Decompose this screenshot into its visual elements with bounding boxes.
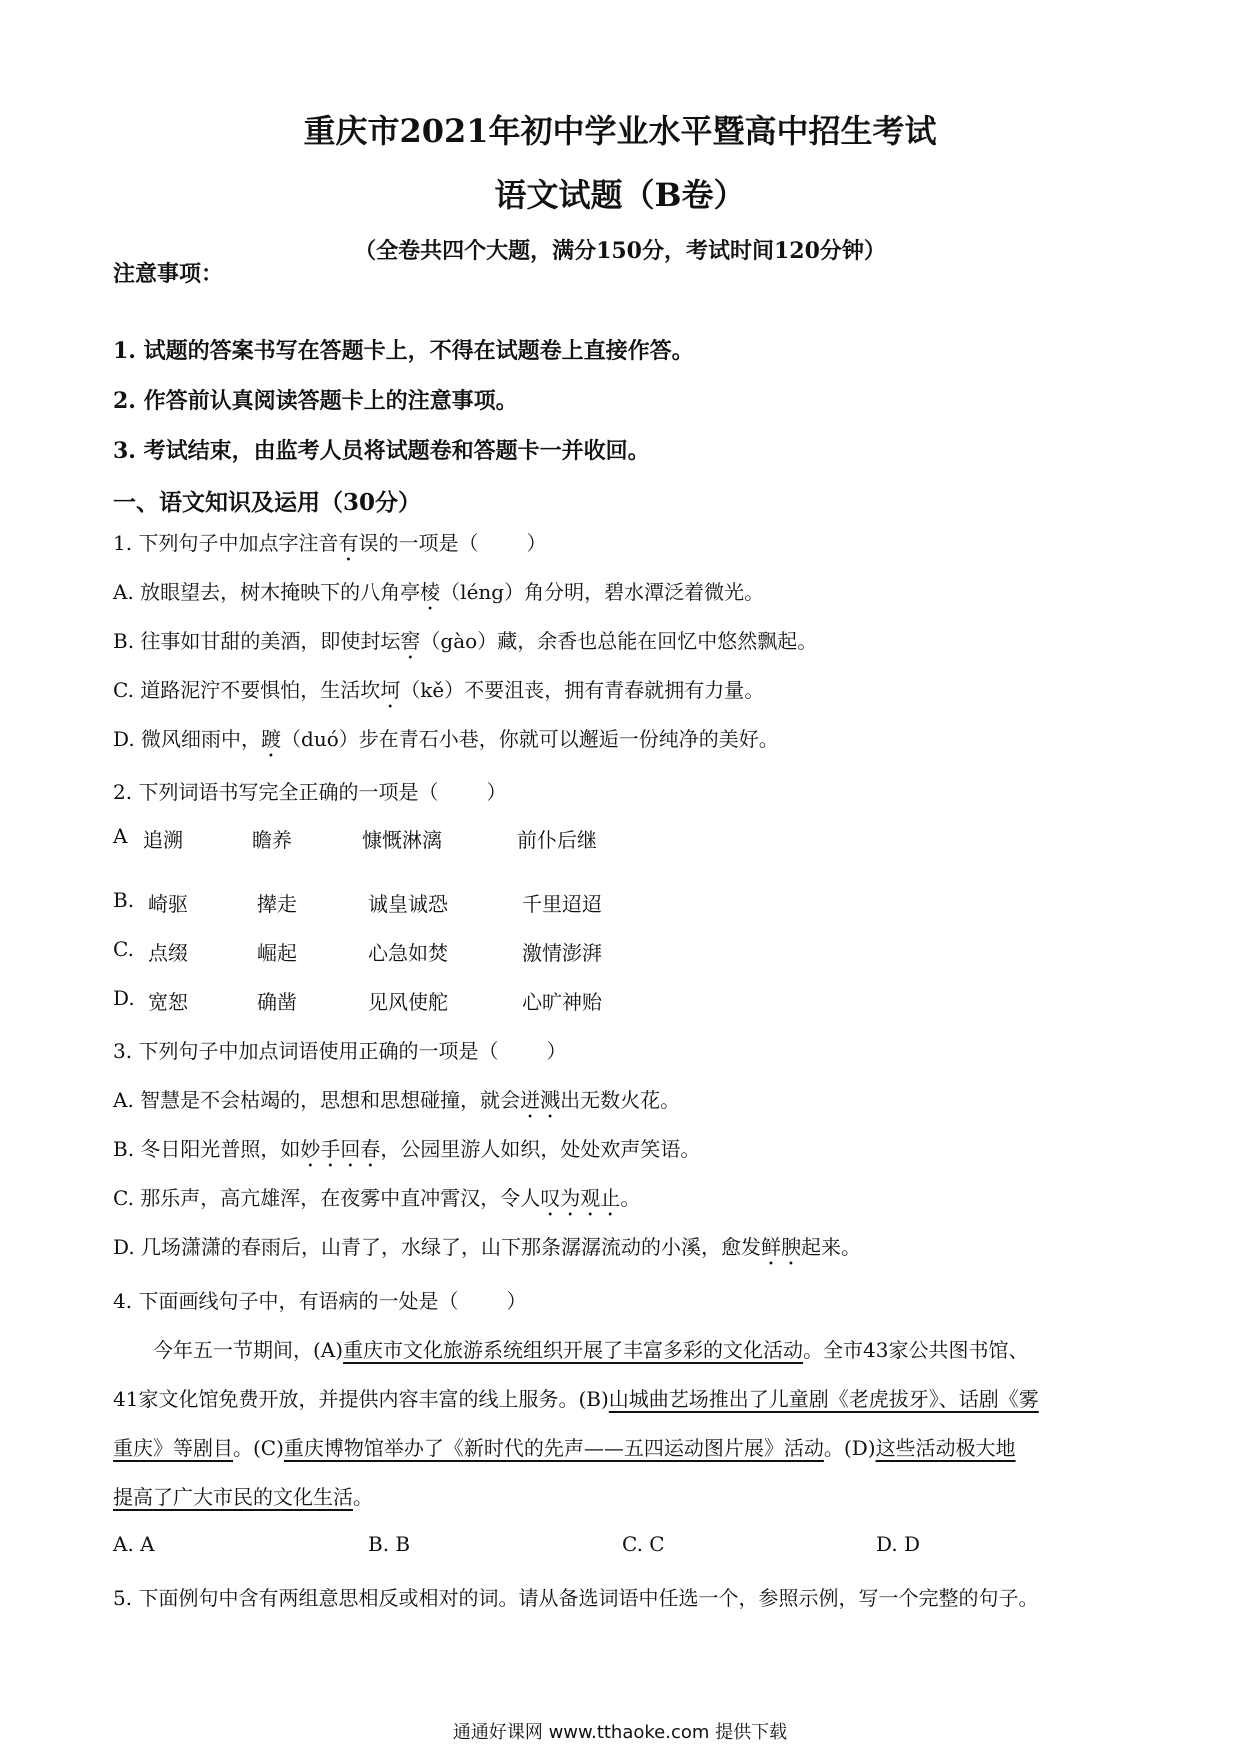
word: 见风使舵 bbox=[368, 990, 448, 1014]
question-1-stem: 1. 下列句子中加点字注音有误的一项是（ ） bbox=[113, 531, 547, 555]
question-4-option-a: A. A bbox=[113, 1532, 155, 1556]
question-4-passage-line-4: 提高了广大市民的文化生活。 bbox=[113, 1485, 373, 1509]
page-footer: 通通好课网 www.tthaoke.com 提供下载 bbox=[452, 1722, 788, 1743]
word: 激情澎湃 bbox=[522, 941, 602, 965]
question-2-option-a-label: A bbox=[113, 824, 128, 848]
word: 诚皇诚恐 bbox=[368, 892, 448, 916]
question-1-option-d: D. 微风细雨中，踱（duó）步在青石小巷，你就可以邂逅一份纯净的美好。 bbox=[113, 727, 779, 751]
question-1-option-a: A. 放眼望去，树木掩映下的八角亭棱（léng）角分明，碧水潭泛着微光。 bbox=[113, 580, 765, 604]
question-2-option-c-label: C. bbox=[113, 937, 134, 961]
question-1-option-b: B. 往事如甘甜的美酒，即使封坛窖（gào）藏，余香也总能在回忆中悠然飘起。 bbox=[113, 629, 818, 653]
question-5-stem: 5. 下面例句中含有两组意思相反或相对的词。请从备选词语中任选一个，参照示例，写一个完整的句子。 bbox=[113, 1586, 1039, 1610]
question-2-option-b-label: B. bbox=[113, 888, 135, 912]
exam-subtitle: 语文试题（B卷） bbox=[494, 176, 746, 214]
word: 崎驱 bbox=[148, 892, 188, 916]
note-item-3: 3. 考试结束，由监考人员将试题卷和答题卡一并收回。 bbox=[113, 438, 650, 464]
exam-title: 重庆市2021年初中学业水平暨高中招生考试 bbox=[303, 112, 937, 150]
note-item-1: 1. 试题的答案书写在答题卡上，不得在试题卷上直接作答。 bbox=[113, 338, 694, 364]
word: 心旷神贻 bbox=[522, 990, 602, 1014]
word: 心急如焚 bbox=[368, 941, 448, 965]
question-4-option-b: B. B bbox=[368, 1532, 411, 1556]
word: 确凿 bbox=[257, 990, 297, 1014]
question-3-option-b: B. 冬日阳光普照，如妙手回春，公园里游人如织，处处欢声笑语。 bbox=[113, 1137, 701, 1161]
word: 千里迢迢 bbox=[522, 892, 602, 916]
word: 宽恕 bbox=[148, 990, 188, 1014]
question-4-option-c: C. C bbox=[622, 1532, 665, 1556]
question-2-stem: 2. 下列词语书写完全正确的一项是（ ） bbox=[113, 780, 507, 804]
word: 撵走 bbox=[257, 892, 297, 916]
question-4-passage-line-1: 今年五一节期间，(A)重庆市文化旅游系统组织开展了丰富多彩的文化活动。全市43家公共图书馆、 bbox=[153, 1338, 1029, 1362]
note-item-2: 2. 作答前认真阅读答题卡上的注意事项。 bbox=[113, 388, 518, 414]
exam-info: （全卷共四个大题，满分150分，考试时间120分钟） bbox=[354, 238, 886, 264]
dotted-char: 有 bbox=[338, 531, 359, 555]
question-3-option-d: D. 几场潇潇的春雨后，山青了，水绿了，山下那条潺潺流动的小溪，愈发鲜腴起来。 bbox=[113, 1235, 862, 1259]
question-4-option-d: D. D bbox=[876, 1532, 921, 1556]
question-3-option-a: A. 智慧是不会枯竭的，思想和思想碰撞，就会迸溅出无数火花。 bbox=[113, 1088, 681, 1112]
word: 点缀 bbox=[148, 941, 188, 965]
section-heading-1: 一、语文知识及运用（30分） bbox=[113, 489, 422, 516]
question-2-option-d-label: D. bbox=[113, 986, 135, 1010]
word: 慷慨淋漓 bbox=[362, 828, 442, 852]
question-1-option-c: C. 道路泥泞不要惧怕，生活坎坷（kě）不要沮丧，拥有青春就拥有力量。 bbox=[113, 678, 765, 702]
word: 崛起 bbox=[257, 941, 297, 965]
question-3-stem: 3. 下列句子中加点词语使用正确的一项是（ ） bbox=[113, 1039, 567, 1063]
question-3-option-c: C. 那乐声，高亢雄浑，在夜雾中直冲霄汉，令人叹为观止。 bbox=[113, 1186, 641, 1210]
word: 追溯 bbox=[143, 828, 183, 852]
question-4-passage-line-3: 重庆》等剧目。(C)重庆博物馆举办了《新时代的先声——五四运动图片展》活动。(D)这些活动极大地 bbox=[113, 1436, 1016, 1460]
word: 瞻养 bbox=[252, 828, 292, 852]
question-4-stem: 4. 下面画线句子中，有语病的一处是（ ） bbox=[113, 1289, 527, 1313]
notes-heading: 注意事项： bbox=[113, 261, 224, 287]
question-4-passage-line-2: 41家文化馆免费开放，并提供内容丰富的线上服务。(B)山城曲艺场推出了儿童剧《老虎拔牙》、话剧《雾 bbox=[113, 1387, 1039, 1411]
word: 前仆后继 bbox=[517, 828, 597, 852]
